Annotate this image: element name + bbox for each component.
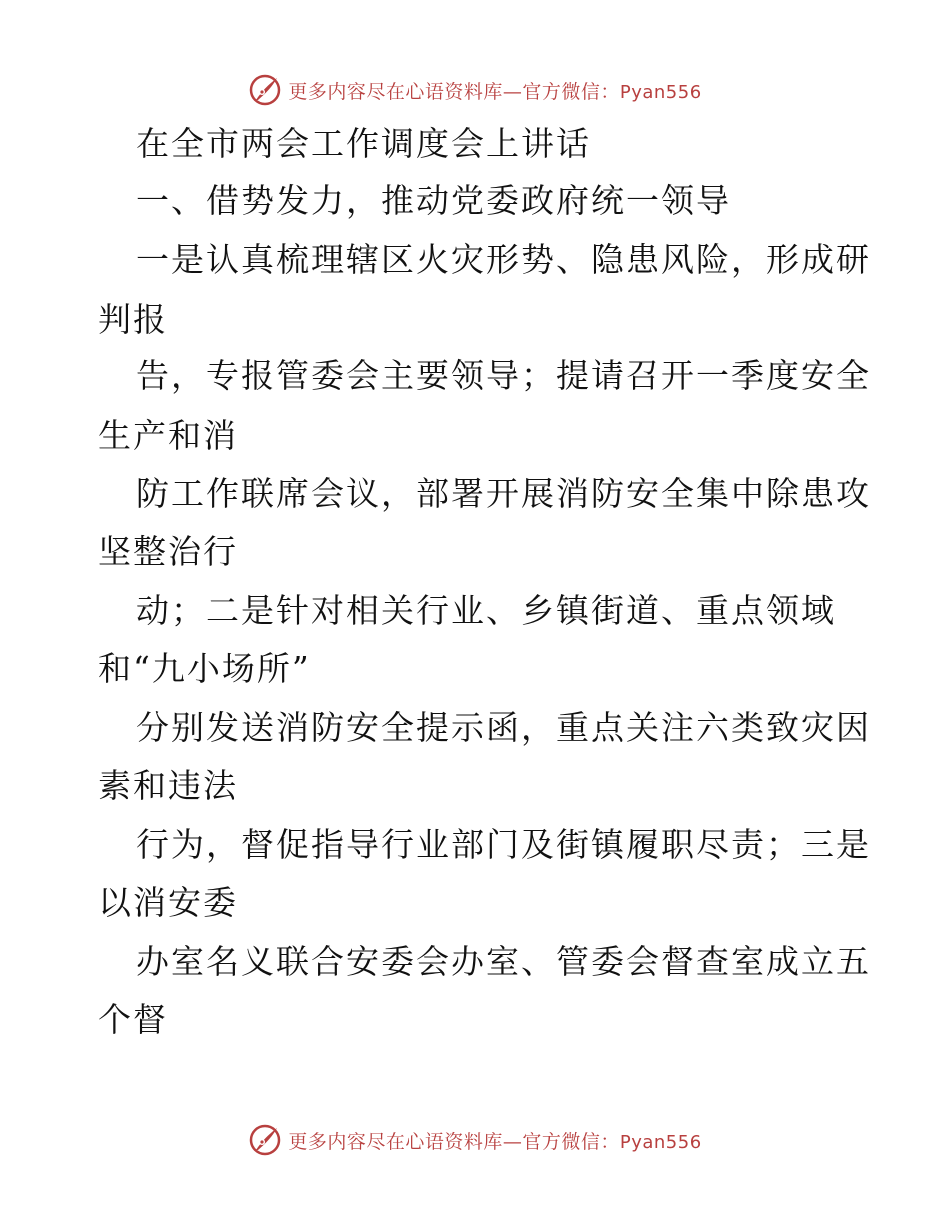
paragraph-line: 分别发送消防安全提示函，重点关注六类致灾因: [136, 708, 871, 747]
paragraph-line: 防工作联席会议，部署开展消防安全集中除患攻: [136, 474, 871, 513]
watermark-text: 更多内容尽在心语资料库—官方微信：Pyan556: [288, 80, 702, 103]
watermark-text: 更多内容尽在心语资料库—官方微信：Pyan556: [288, 1130, 702, 1153]
paragraph-line: 和“九小场所”: [98, 649, 311, 688]
paragraph-line: 一是认真梳理辖区火灾形势、隐患风险，形成研: [136, 240, 871, 279]
header-watermark: [0, 70, 950, 110]
paragraph-line: 素和违法: [98, 766, 238, 805]
paragraph-line: 行为，督促指导行业部门及街镇履职尽责；三是: [136, 825, 871, 864]
paragraph-line: 告，专报管委会主要领导；提请召开一季度安全: [136, 356, 871, 395]
footer-watermark: [0, 1120, 950, 1160]
section-heading: 一、借势发力，推动党委政府统一领导: [136, 181, 731, 220]
paragraph-line: 办室名义联合安委会办室、管委会督查室成立五: [136, 942, 871, 981]
document-title: 在全市两会工作调度会上讲话: [136, 124, 591, 163]
paragraph-line: 以消安委: [98, 883, 238, 922]
paragraph-line: 动；二是针对相关行业、乡镇街道、重点领域: [136, 591, 836, 630]
quill-logo-icon: [248, 1123, 282, 1157]
paragraph-line: 判报: [98, 300, 168, 339]
paragraph-line: 坚整治行: [98, 532, 238, 571]
quill-logo-icon: [248, 73, 282, 107]
paragraph-line: 生产和消: [98, 416, 238, 455]
paragraph-line: 个督: [98, 1000, 168, 1039]
